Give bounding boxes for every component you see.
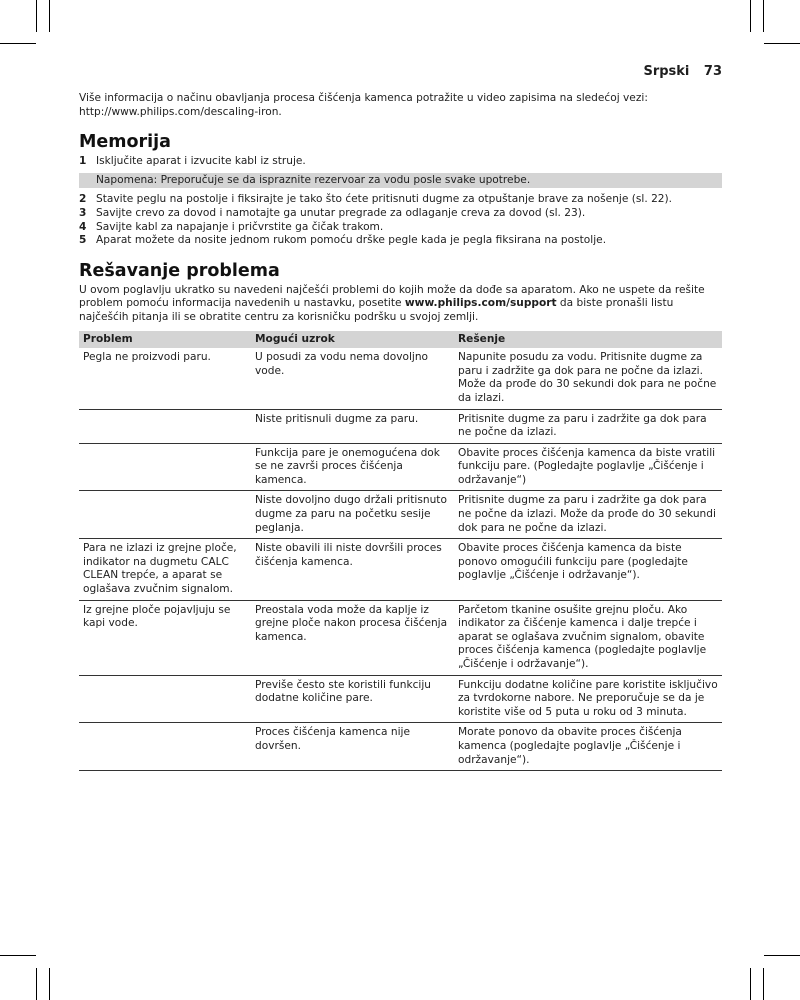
column-header-solution: Rešenje bbox=[454, 331, 722, 349]
solution-cell: Pritisnite dugme za paru i zadržite ga dok para ne počne da izlazi. bbox=[454, 409, 722, 443]
solution-cell: Funkciju dodatne količine pare koristite isključivo za tvrdokorne nabore. Ne preporučuje se da je koristite više od 5 puta u roku od 3 minuta. bbox=[454, 675, 722, 723]
cause-cell: Preostala voda može da kaplje iz grejne ploče nakon procesa čišćenja kamenca. bbox=[251, 600, 454, 675]
table-row bbox=[79, 539, 722, 600]
step-item bbox=[79, 221, 722, 235]
cause-cell: Niste pritisnuli dugme za paru. bbox=[251, 409, 454, 443]
step-text: Isključite aparat i izvucite kabl iz struje. bbox=[96, 155, 306, 168]
solution-cell: Morate ponovo da obavite proces čišćenja kamenca (pogledajte poglavlje „Čišćenje i održavanje“). bbox=[454, 723, 722, 771]
step-number: 2 bbox=[79, 193, 87, 206]
table-header-row bbox=[79, 331, 722, 349]
memorija-steps-b bbox=[79, 193, 722, 247]
solution-cell: Pritisnite dugme za paru i zadržite ga dok para ne počne da izlazi. Može da prođe do 30 sekundi dok para ne počne da izlazi. bbox=[454, 491, 722, 539]
step-item bbox=[79, 155, 722, 169]
resavanje-intro bbox=[79, 284, 722, 325]
memorija-steps-a bbox=[79, 155, 722, 169]
problem-cell bbox=[79, 491, 251, 539]
solution-cell: Obavite proces čišćenja kamenca da biste vratili funkciju pare. (Pogledajte poglavlje „Čišćenje i održavanje“) bbox=[454, 443, 722, 491]
crop-mark bbox=[36, 968, 37, 1000]
solution-cell: Obavite proces čišćenja kamenca da biste ponovo omogućili funkciju pare (pogledajte poglavlje „Čišćenje i održavanje“). bbox=[454, 539, 722, 600]
troubleshooting-table bbox=[79, 331, 722, 772]
step-number: 5 bbox=[79, 234, 87, 247]
resavanje-intro-text: U ovom poglavlju ukratko su navedeni najčešći problemi do kojih može da dođe sa aparatom. Ako ne uspete da rešite problem pomoću informacija navedenih u nastavku, posetite bbox=[79, 283, 705, 310]
column-header-problem: Problem bbox=[79, 331, 251, 349]
problem-cell: Iz grejne ploče pojavljuju se kapi vode. bbox=[79, 600, 251, 675]
table-row bbox=[79, 409, 722, 443]
crop-mark bbox=[0, 43, 36, 44]
problem-cell: Para ne izlazi iz grejne ploče, indikator na dugmetu CALC CLEAN trepće, a aparat se oglašava zvučnim signalom. bbox=[79, 539, 251, 600]
table-row bbox=[79, 348, 722, 409]
step-item bbox=[79, 234, 722, 248]
page-content bbox=[79, 92, 722, 771]
solution-cell: Napunite posudu za vodu. Pritisnite dugme za paru i zadržite ga dok para ne počne da izlazi. Može da prođe do 30 sekundi dok para ne počne da izlazi. bbox=[454, 348, 722, 409]
problem-cell bbox=[79, 723, 251, 771]
resavanje-intro-text: da biste pronašli listu najčešćih pitanja ili se obratite centru za korisničku podršku u svojoj zemlji. bbox=[79, 297, 674, 323]
table-row bbox=[79, 600, 722, 675]
cause-cell: Funkcija pare je onemogućena dok se ne završi proces čišćenja kamenca. bbox=[251, 443, 454, 491]
cause-cell: Niste obavili ili niste dovršili proces čišćenja kamenca. bbox=[251, 539, 454, 600]
crop-mark bbox=[750, 968, 751, 1000]
table-row bbox=[79, 675, 722, 723]
support-link[interactable]: www.philips.com/support bbox=[404, 297, 557, 310]
step-number: 4 bbox=[79, 220, 87, 233]
step-text: Savijte crevo za dovod i namotajte ga unutar pregrade za odlaganje creva za dovod (sl. 23). bbox=[96, 206, 586, 219]
crop-mark bbox=[49, 968, 50, 1000]
note-box: Napomena: Preporučuje se da ispraznite rezervoar za vodu posle svake upotrebe. bbox=[79, 173, 722, 189]
step-number: 3 bbox=[79, 206, 87, 219]
crop-mark bbox=[0, 955, 36, 956]
table-row bbox=[79, 443, 722, 491]
cause-cell: Niste dovoljno dugo držali pritisnuto dugme za paru na početku sesije peglanja. bbox=[251, 491, 454, 539]
problem-cell bbox=[79, 443, 251, 491]
language-label: Srpski bbox=[643, 64, 690, 79]
step-item bbox=[79, 207, 722, 221]
table-row bbox=[79, 491, 722, 539]
crop-mark bbox=[750, 0, 751, 32]
step-text: Savijte kabl za napajanje i pričvrstite ga čičak trakom. bbox=[96, 220, 384, 233]
page-number: 73 bbox=[703, 64, 722, 79]
crop-mark bbox=[763, 968, 764, 1000]
page-header bbox=[643, 64, 722, 79]
problem-cell bbox=[79, 409, 251, 443]
problem-cell: Pegla ne proizvodi paru. bbox=[79, 348, 251, 409]
column-header-cause: Mogući uzrok bbox=[251, 331, 454, 349]
problem-cell bbox=[79, 675, 251, 723]
crop-mark bbox=[764, 955, 800, 956]
intro-paragraph: Više informacija o načinu obavljanja procesa čišćenja kamenca potražite u video zapisima na sledećoj vezi: http://www.philips.com/descaling-iron. bbox=[79, 92, 648, 118]
crop-mark bbox=[36, 0, 37, 32]
step-item bbox=[79, 193, 722, 207]
solution-cell: Parčetom tkanine osušite grejnu ploču. Ako indikator za čišćenje kamenca i dalje trepće i aparat se oglašava zvučnim signalom, obavite proces čišćenja kamenca (pogledajte poglavlje „Čišćenje i održavanje“). bbox=[454, 600, 722, 675]
step-text: Aparat možete da nosite jednom rukom pomoću drške pegle kada je pegla fiksirana na postolje. bbox=[96, 234, 607, 247]
step-text: Stavite peglu na postolje i fiksirajte je tako što ćete pritisnuti dugme za otpuštanje brave za nošenje (sl. 22). bbox=[96, 193, 673, 206]
cause-cell: U posudi za vodu nema dovoljno vode. bbox=[251, 348, 454, 409]
crop-mark bbox=[763, 0, 764, 32]
table-row bbox=[79, 723, 722, 771]
cause-cell: Previše često ste koristili funkciju dodatne količine pare. bbox=[251, 675, 454, 723]
resavanje-heading: Rešavanje problema bbox=[79, 260, 280, 281]
crop-mark bbox=[764, 43, 800, 44]
memorija-heading: Memorija bbox=[79, 132, 171, 153]
cause-cell: Proces čišćenja kamenca nije dovršen. bbox=[251, 723, 454, 771]
step-number: 1 bbox=[79, 155, 87, 168]
crop-mark bbox=[49, 0, 50, 32]
